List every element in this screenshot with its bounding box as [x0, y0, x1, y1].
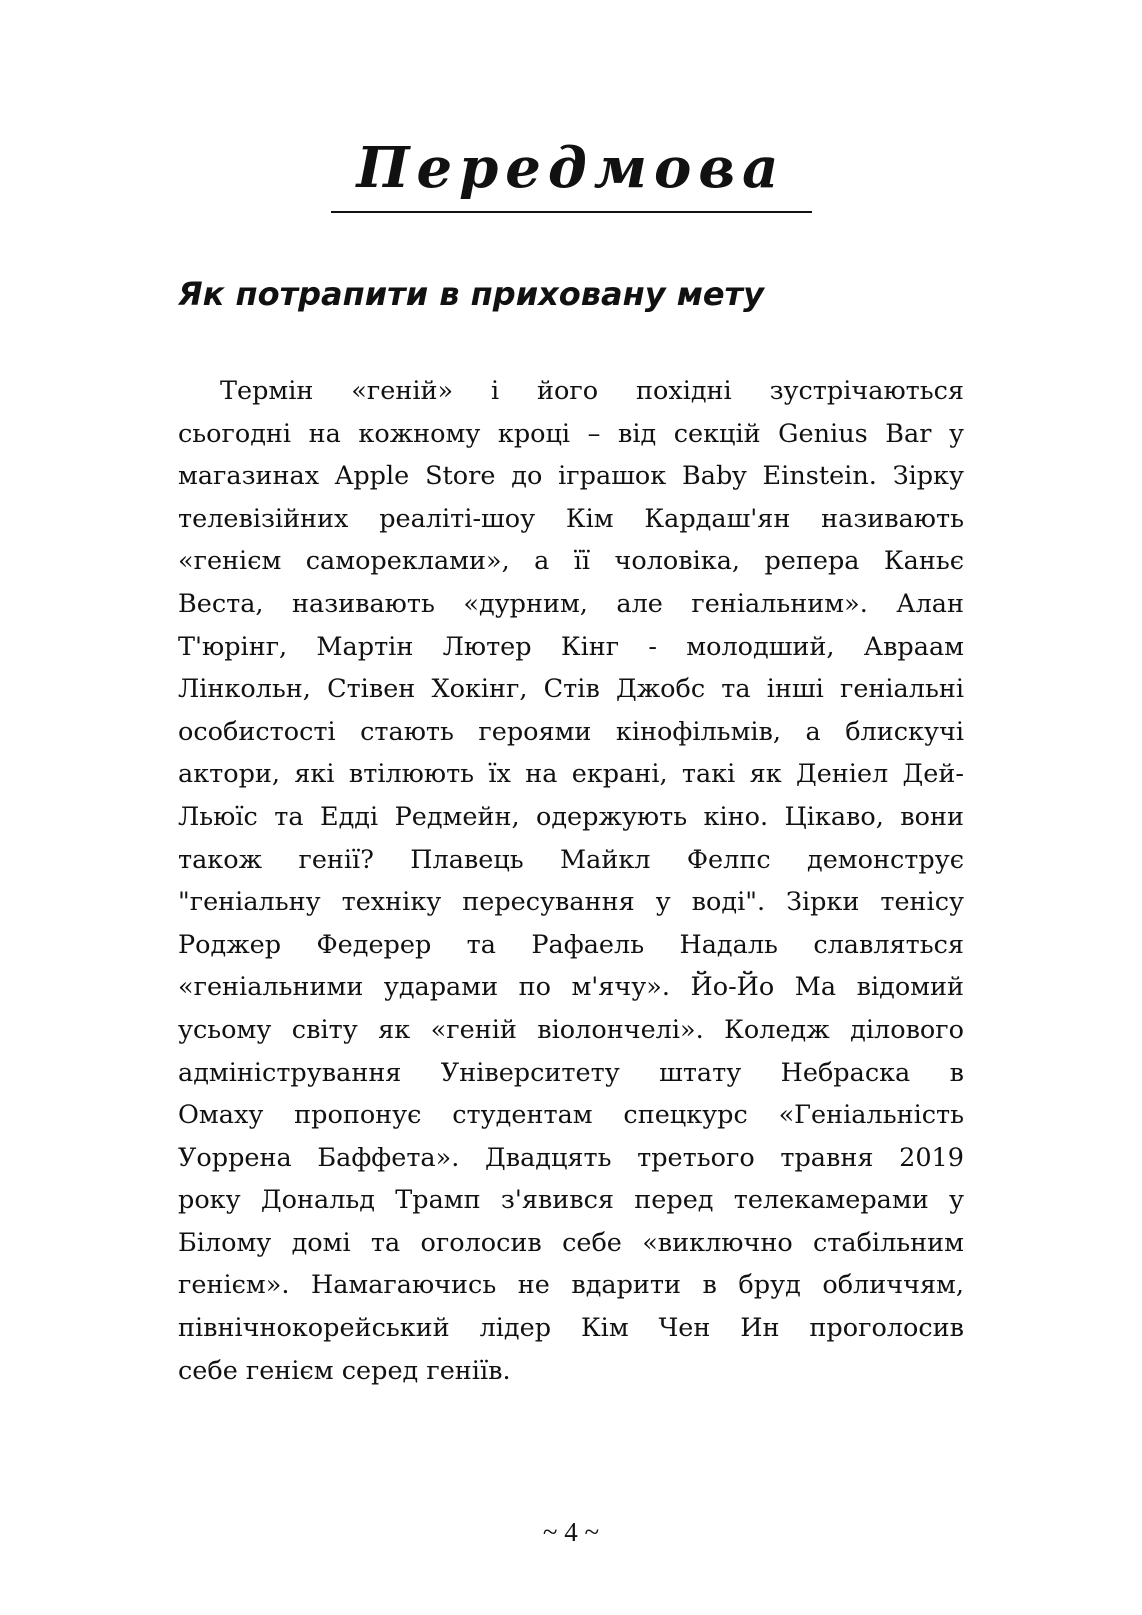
- page-number: ~ 4 ~: [542, 1517, 600, 1547]
- paragraph-line: також генії? Плавець Майкл Фелпс демонструє: [178, 844, 964, 875]
- paragraph-line: Лінкольн, Стівен Хокінг, Стів Джобс та інші геніальні: [178, 674, 964, 705]
- section-heading: Як потрапити в приховану мету: [178, 275, 764, 313]
- paragraph-line: північнокорейський лідер Кім Чен Ин проголосив: [178, 1313, 964, 1344]
- paragraph-line: сьогодні на кожному кроці – від секцій Genius Bar у: [178, 418, 964, 449]
- paragraph-line: Омаху пропонує студентам спецкурс «Геніальність: [178, 1100, 964, 1131]
- paragraph-line: адміністрування Університету штату Небраска в: [178, 1057, 964, 1088]
- paragraph-line: Термін «геній» і його похідні зустрічаються: [220, 376, 964, 406]
- chapter-title: Передмова: [356, 135, 786, 201]
- paragraph-line: Льюїс та Едді Редмейн, одержують кіно. Цікаво, вони: [178, 801, 964, 832]
- paragraph-line: Веста, називають «дурним, але геніальним». Алан: [178, 588, 964, 619]
- paragraph-line: телевізійних реаліті-шоу Кім Кардаш'ян називають: [178, 503, 964, 534]
- paragraph-line: магазинах Apple Store до іграшок Baby Einstein. Зірку: [178, 461, 964, 492]
- paragraph-line: Уоррена Баффета». Двадцять третього травня 2019: [178, 1142, 964, 1173]
- paragraph-line: "геніальну техніку пересування у воді". Зірки тенісу: [178, 887, 964, 918]
- paragraph-line: Роджер Федерер та Рафаель Надаль славляться: [178, 929, 964, 960]
- paragraph-line: усьому світу як «геній віолончелі». Коледж ділового: [178, 1014, 964, 1045]
- paragraph-line: Білому домі та оголосив себе «виключно стабільним: [178, 1227, 964, 1258]
- paragraph-line: актори, які втілюють їх на екрані, такі як Деніел Дей-: [178, 759, 964, 790]
- paragraph-line: «генієм самореклами», а її чоловіка, репера Каньє: [178, 546, 964, 577]
- body-paragraph: [178, 370, 964, 1392]
- paragraph-line: генієм». Намагаючись не вдарити в бруд обличчям,: [178, 1270, 964, 1301]
- paragraph-line: особистості стають героями кінофільмів, а блискучі: [178, 716, 964, 747]
- paragraph-line: Т'юрінг, Мартін Лютер Кінг - молодший, Авраам: [178, 631, 964, 662]
- paragraph-line: себе генієм серед геніїв.: [178, 1355, 511, 1386]
- paragraph-line: року Дональд Трамп з'явився перед телекамерами у: [178, 1185, 964, 1216]
- paragraph-line: «геніальними ударами по м'ячу». Йо-Йо Ма відомий: [178, 972, 964, 1003]
- title-underline: [331, 211, 812, 213]
